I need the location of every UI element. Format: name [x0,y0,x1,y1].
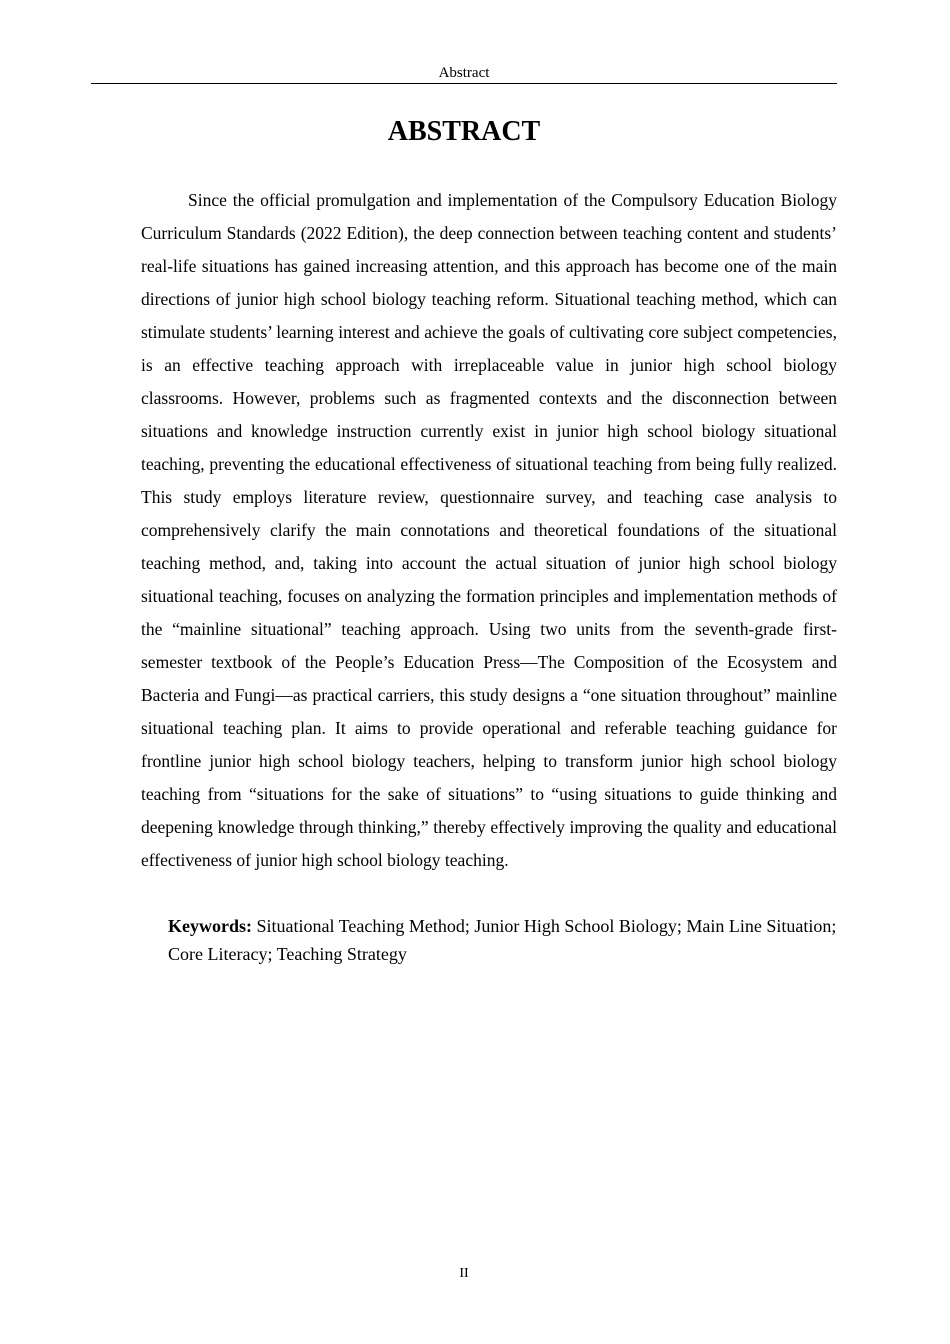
header-rule [91,83,837,84]
keywords-label: Keywords: [168,916,252,936]
keywords-text: Situational Teaching Method; Junior High School Biology; Main Line Situation; Core Literacy; Teaching Strategy [168,916,837,964]
page-title: ABSTRACT [387,116,541,147]
running-header: Abstract [438,65,490,81]
abstract-body: Since the official promulgation and implementation of the Compulsory Education Biology Curriculum Standards (2022 Edition), the deep connection between teaching content and students’ real-life situations has gained increasing attention, and this approach has become one of the main directions of junior high school biology teaching reform. Situational teaching method, which can stimulate students’ learning interest and achieve the goals of cultivating core subject competencies, is an effective teaching approach with irreplaceable value in junior high school biology classrooms. However, problems such as fragmented contexts and the disconnection between situations and knowledge instruction currently exist in junior high school biology situational teaching, preventing the educational effectiveness of situational teaching from being fully realized. This study employs literature review, questionnaire survey, and teaching case analysis to comprehensively clarify the main connotations and theoretical foundations of the situational teaching method, and, taking into account the actual situation of junior high school biology situational teaching, focuses on analyzing the formation principles and implementation methods of the “mainline situational” teaching approach. Using two units from the seventh-grade first-semester textbook of the People’s Education Press—The Composition of the Ecosystem and Bacteria and Fungi—as practical carriers, this study designs a “one situation throughout” mainline situational teaching plan. It aims to provide operational and referable teaching guidance for frontline junior high school biology teachers, helping to transform junior high school biology teaching from “situations for the sake of situations” to “using situations to guide thinking and deepening knowledge through thinking,” thereby effectively improving the quality and educational effectiveness of junior high school biology teaching. [141,190,837,870]
keywords [168,912,837,968]
page-number: II [459,1266,469,1281]
